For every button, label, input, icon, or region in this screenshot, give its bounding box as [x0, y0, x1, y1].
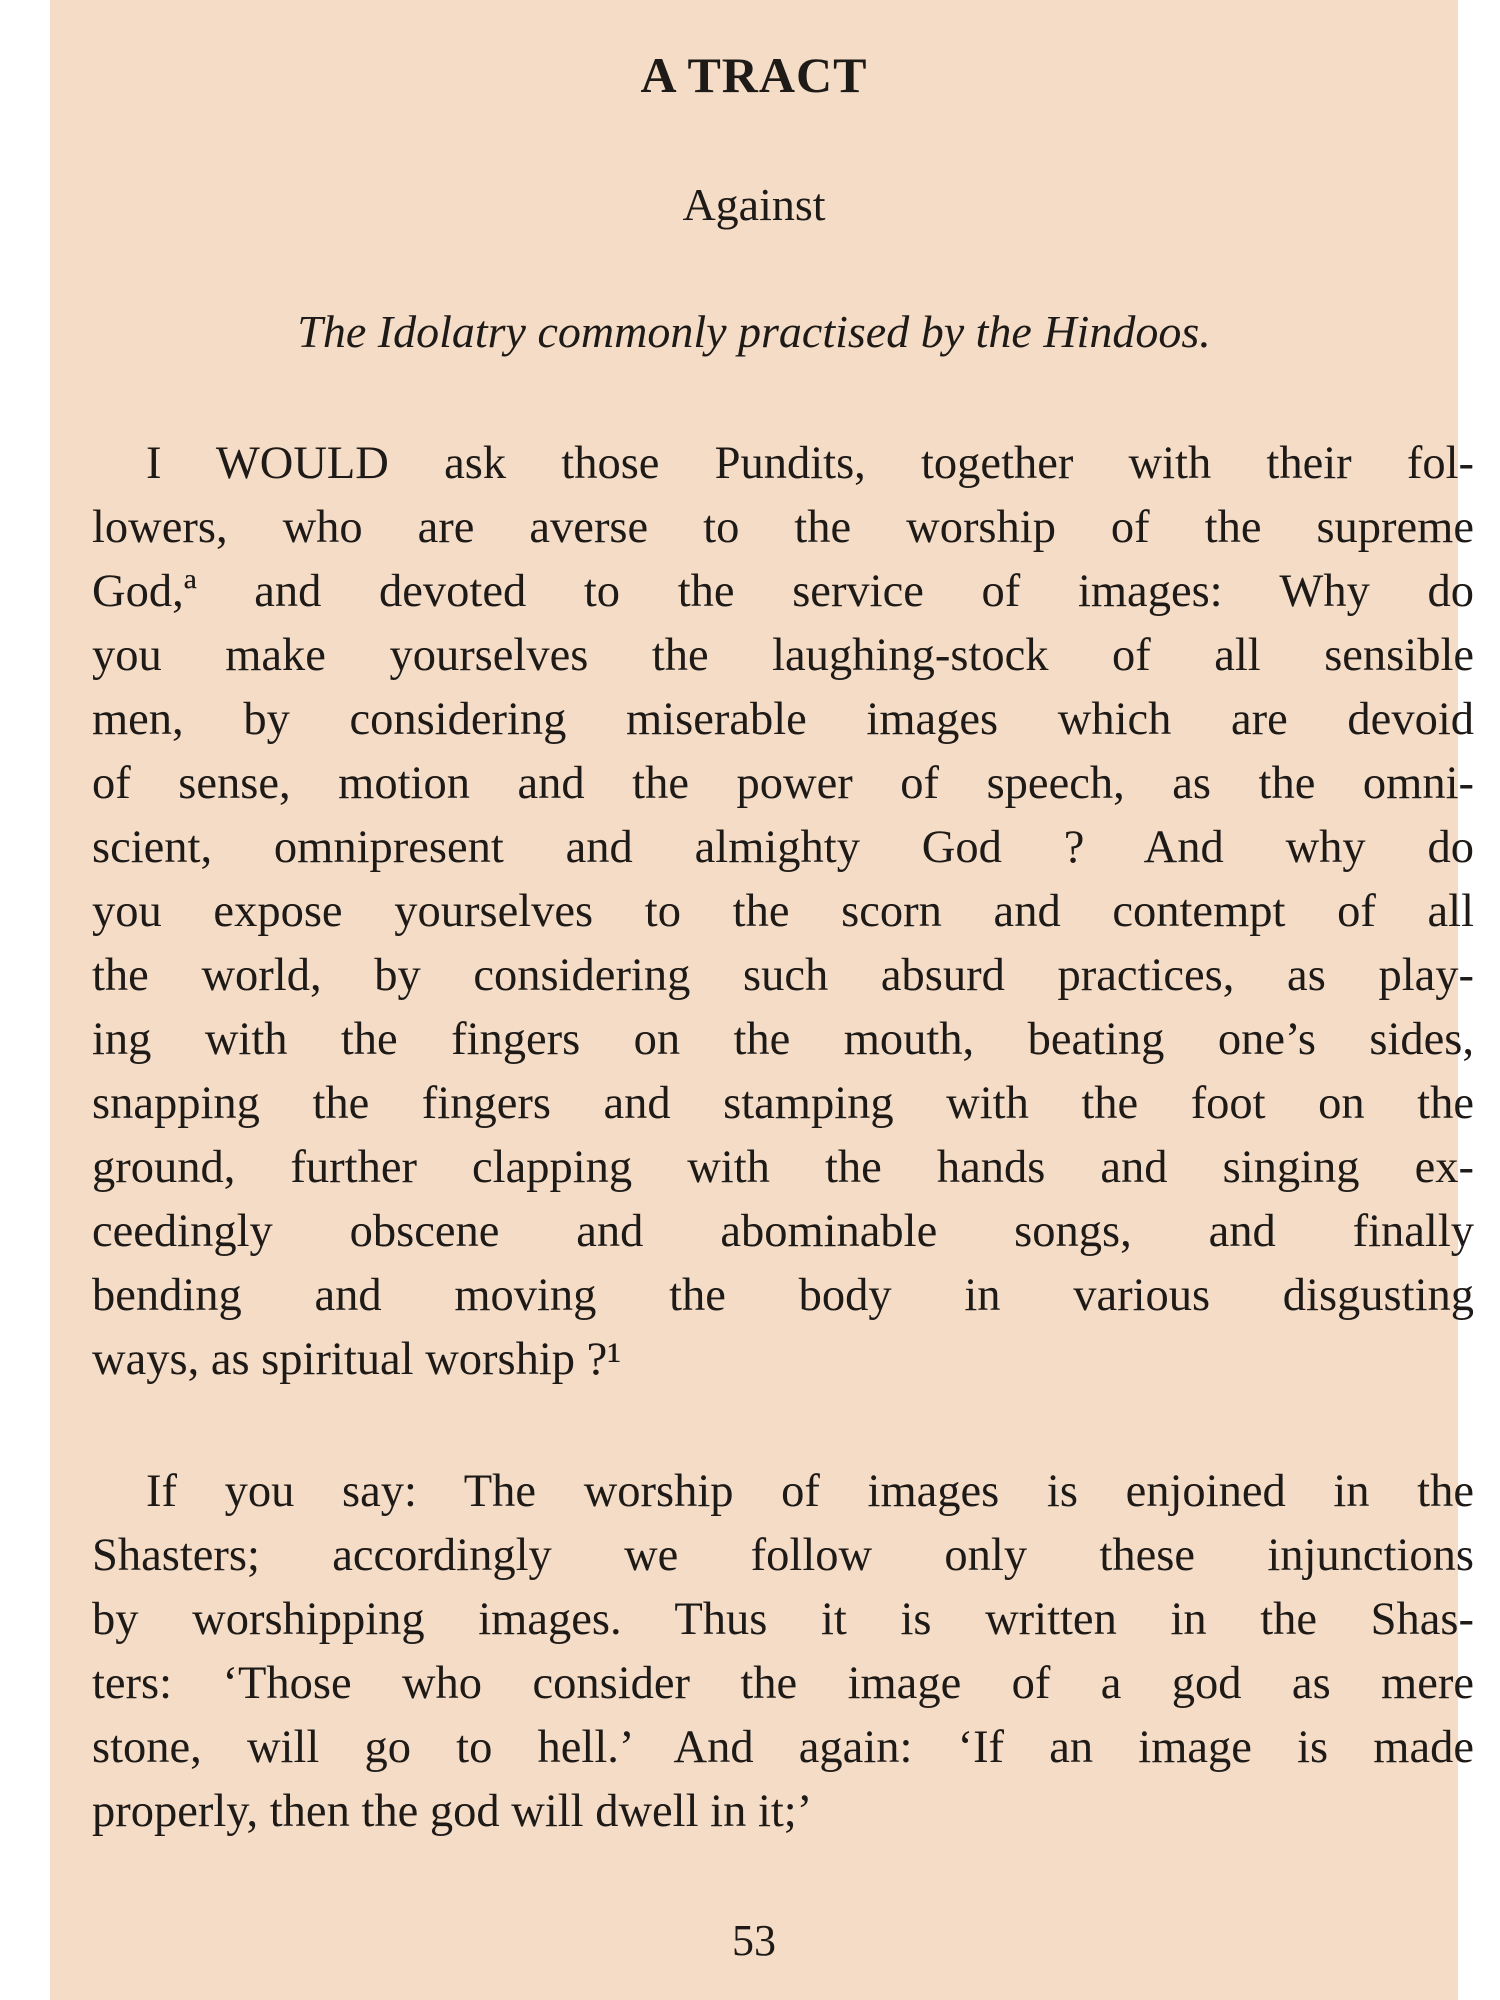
- text-line: ground, further clapping with the hands and singing ex-: [92, 1142, 1474, 1193]
- tract-subject: The Idolatry commonly practised by the Hindoos.: [297, 306, 1211, 357]
- text-line: scient, omnipresent and almighty God ? And why do: [92, 822, 1474, 873]
- text-line: If you say: The worship of images is enjoined in the: [146, 1466, 1474, 1517]
- text-line: you make yourselves the laughing-stock of all sensible: [92, 630, 1474, 681]
- text-line: Shasters; accordingly we follow only these injunctions: [92, 1530, 1474, 1581]
- tract-subtitle: Against: [682, 179, 826, 230]
- text-line: by worshipping images. Thus it is written in the Shas-: [92, 1594, 1474, 1645]
- text-line: properly, then the god will dwell in it;’: [92, 1786, 813, 1837]
- text-line: snapping the fingers and stamping with the foot on the: [92, 1078, 1474, 1129]
- text-line: lowers, who are averse to the worship of the supreme: [92, 502, 1474, 553]
- text-line: ing with the fingers on the mouth, beating one’s sides,: [92, 1014, 1474, 1065]
- text-line: God,ª and devoted to the service of images: Why do: [92, 566, 1474, 617]
- text-line: ceedingly obscene and abominable songs, and finally: [92, 1206, 1474, 1257]
- text-line: you expose yourselves to the scorn and contempt of all: [92, 886, 1474, 937]
- text-line: ters: ‘Those who consider the image of a god as mere: [92, 1658, 1474, 1709]
- text-line: bending and moving the body in various disgusting: [92, 1270, 1474, 1321]
- text-line: I WOULD ask those Pundits, together with their fol-: [146, 438, 1474, 489]
- tract-title: A TRACT: [640, 47, 868, 103]
- book-page: [50, 0, 1474, 2000]
- paragraph-1: [92, 432, 1474, 1392]
- page-number: 53: [732, 1916, 776, 1965]
- text-line: the world, by considering such absurd practices, as play-: [92, 950, 1474, 1001]
- text-line: stone, will go to hell.’ And again: ‘If an image is made: [92, 1722, 1474, 1773]
- text-line: ways, as spiritual worship ?¹: [92, 1334, 622, 1385]
- text-line: of sense, motion and the power of speech, as the omni-: [92, 758, 1474, 809]
- text-line: men, by considering miserable images which are devoid: [92, 694, 1474, 745]
- paragraph-2: [92, 1460, 1474, 1844]
